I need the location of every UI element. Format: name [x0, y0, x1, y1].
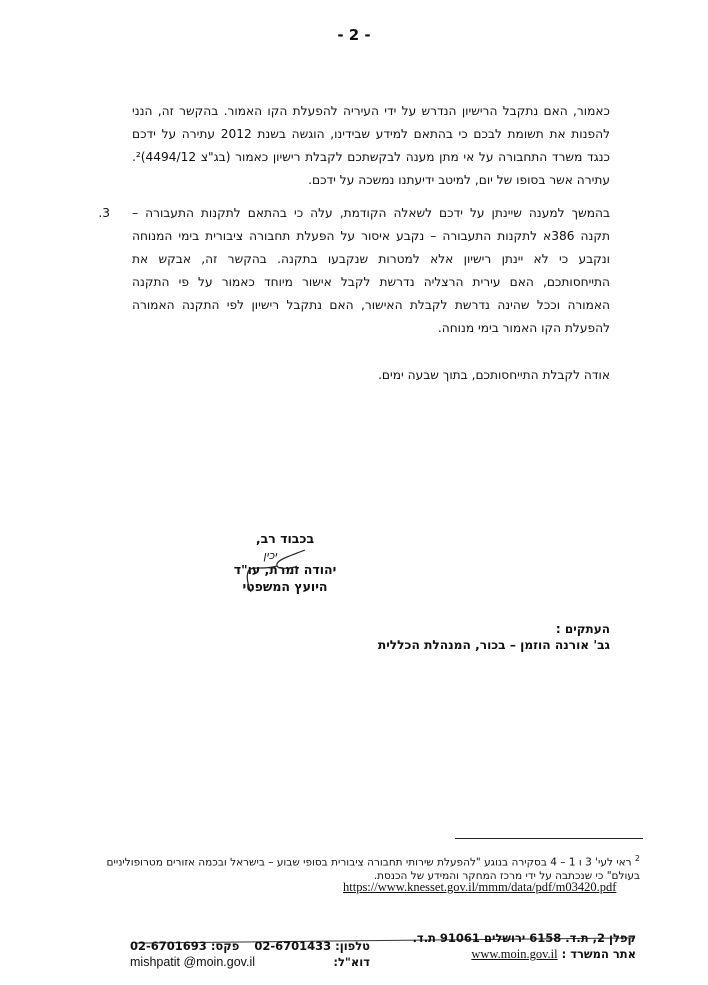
signature-scribble-icon — [235, 544, 315, 594]
signer-title: היועץ המשפטי — [242, 579, 328, 594]
paragraph-line: התייחסותכם, האם עירית הרצליה נדרשת לקבל אישור מיוחד כאמור על פי התקנה — [132, 275, 610, 289]
paragraph-line: האמורה וככל שהינה נדרשת לקבלת האישור, האם נתקבל רישיון לפי התקנה האמורה — [132, 298, 610, 312]
footnote-divider — [455, 838, 643, 839]
paragraph-3 — [132, 202, 610, 340]
page-number: - 2 - — [337, 26, 371, 44]
paragraph-line: ונקבע כי לא יינתן רישיון אלא למטרות שנקבעו בתקנה. בהקשר זה, אבקש את — [132, 252, 610, 266]
footnote — [100, 852, 640, 883]
paragraph-line: בהמשך למענה שיינתן על ידכם לשאלה הקודמת, עלה כי בהתאם לתקנות התעבורה – — [132, 206, 610, 220]
email-label: דוא"ל: — [333, 955, 370, 969]
phone-label: טלפון: — [335, 939, 370, 953]
closing-request: אודה לקבלת התייחסותכם, בתוך שבעה ימים. — [378, 368, 610, 382]
copies-item: גב' אורנה הוזמן – בכור, המנהלת הכללית — [377, 638, 610, 652]
footnote-marker: 2 — [634, 854, 640, 863]
paragraph-line: כנגד משרד התחבורה על אי מתן מענה לבקשתכם לקבלת רישיון כאמור (בג"צ 4494/12)². — [132, 150, 610, 164]
website-link[interactable]: www.moin.gov.il — [471, 947, 558, 961]
paragraph-line: להפנות את תשומת לבכם כי בהתאם למידע שבידינו, הוגשה בשנת 2012 עתירה על ידכם — [132, 127, 610, 141]
paragraph-line: עתירה אשר בסופו של יום, למיטב ידיעתנו נמשכה על ידכם. — [308, 173, 610, 187]
handwritten-initials: יכין — [263, 549, 277, 562]
signature-block — [200, 530, 370, 595]
list-number: .3 — [98, 206, 110, 220]
paragraph-line: תקנה 386א לתקנות התעבורה – נקבע איסור על הפעלת תחבורה ציבורית בימי המנוחה — [132, 229, 610, 243]
phone-number: 02-6701433 — [254, 939, 332, 953]
email-address[interactable]: mishpatit @moin.gov.il — [130, 955, 255, 969]
copies-title: העתקים : — [555, 622, 610, 636]
footnote-line: ראי לעי' 3 ו 1 – 4 בסקירה בנוגע "להפעלת שירותי תחבורה ציבורית בסופי שבוע – בישראל ובכמה אזורים מטרופוליניים — [106, 856, 632, 869]
footer-contacts — [130, 938, 370, 970]
paragraph-line: כאמור, האם נתקבל הרישיון הנדרש על ידי העיריה להפעלת הקו האמור. בהקשר זה, הנני — [132, 104, 610, 118]
salutation: בכבוד רב, — [255, 531, 315, 546]
paragraph-line: להפעלת הקו האמור בימי מנוחה. — [437, 321, 610, 335]
footer-address — [413, 930, 636, 962]
fax-label: פקס: — [210, 939, 240, 953]
footnote-line: בעולם" כי שנכתבה על ידי מרכז המחקר והמידע של הכנסת. — [373, 869, 640, 882]
fax-number: 02-6701693 — [130, 939, 207, 953]
signer-name: יהודה זמרת, עו"ד — [233, 562, 337, 577]
website-label: אתר המשרד : — [561, 947, 636, 961]
paragraph-1 — [132, 100, 610, 192]
footnote-link[interactable]: https://www.knesset.gov.il/mmm/data/pdf/m03420.pdf — [343, 880, 617, 894]
address: קפלן 2, ת.ד. 6158 ירושלים 91061 ת.ד. — [412, 931, 636, 945]
